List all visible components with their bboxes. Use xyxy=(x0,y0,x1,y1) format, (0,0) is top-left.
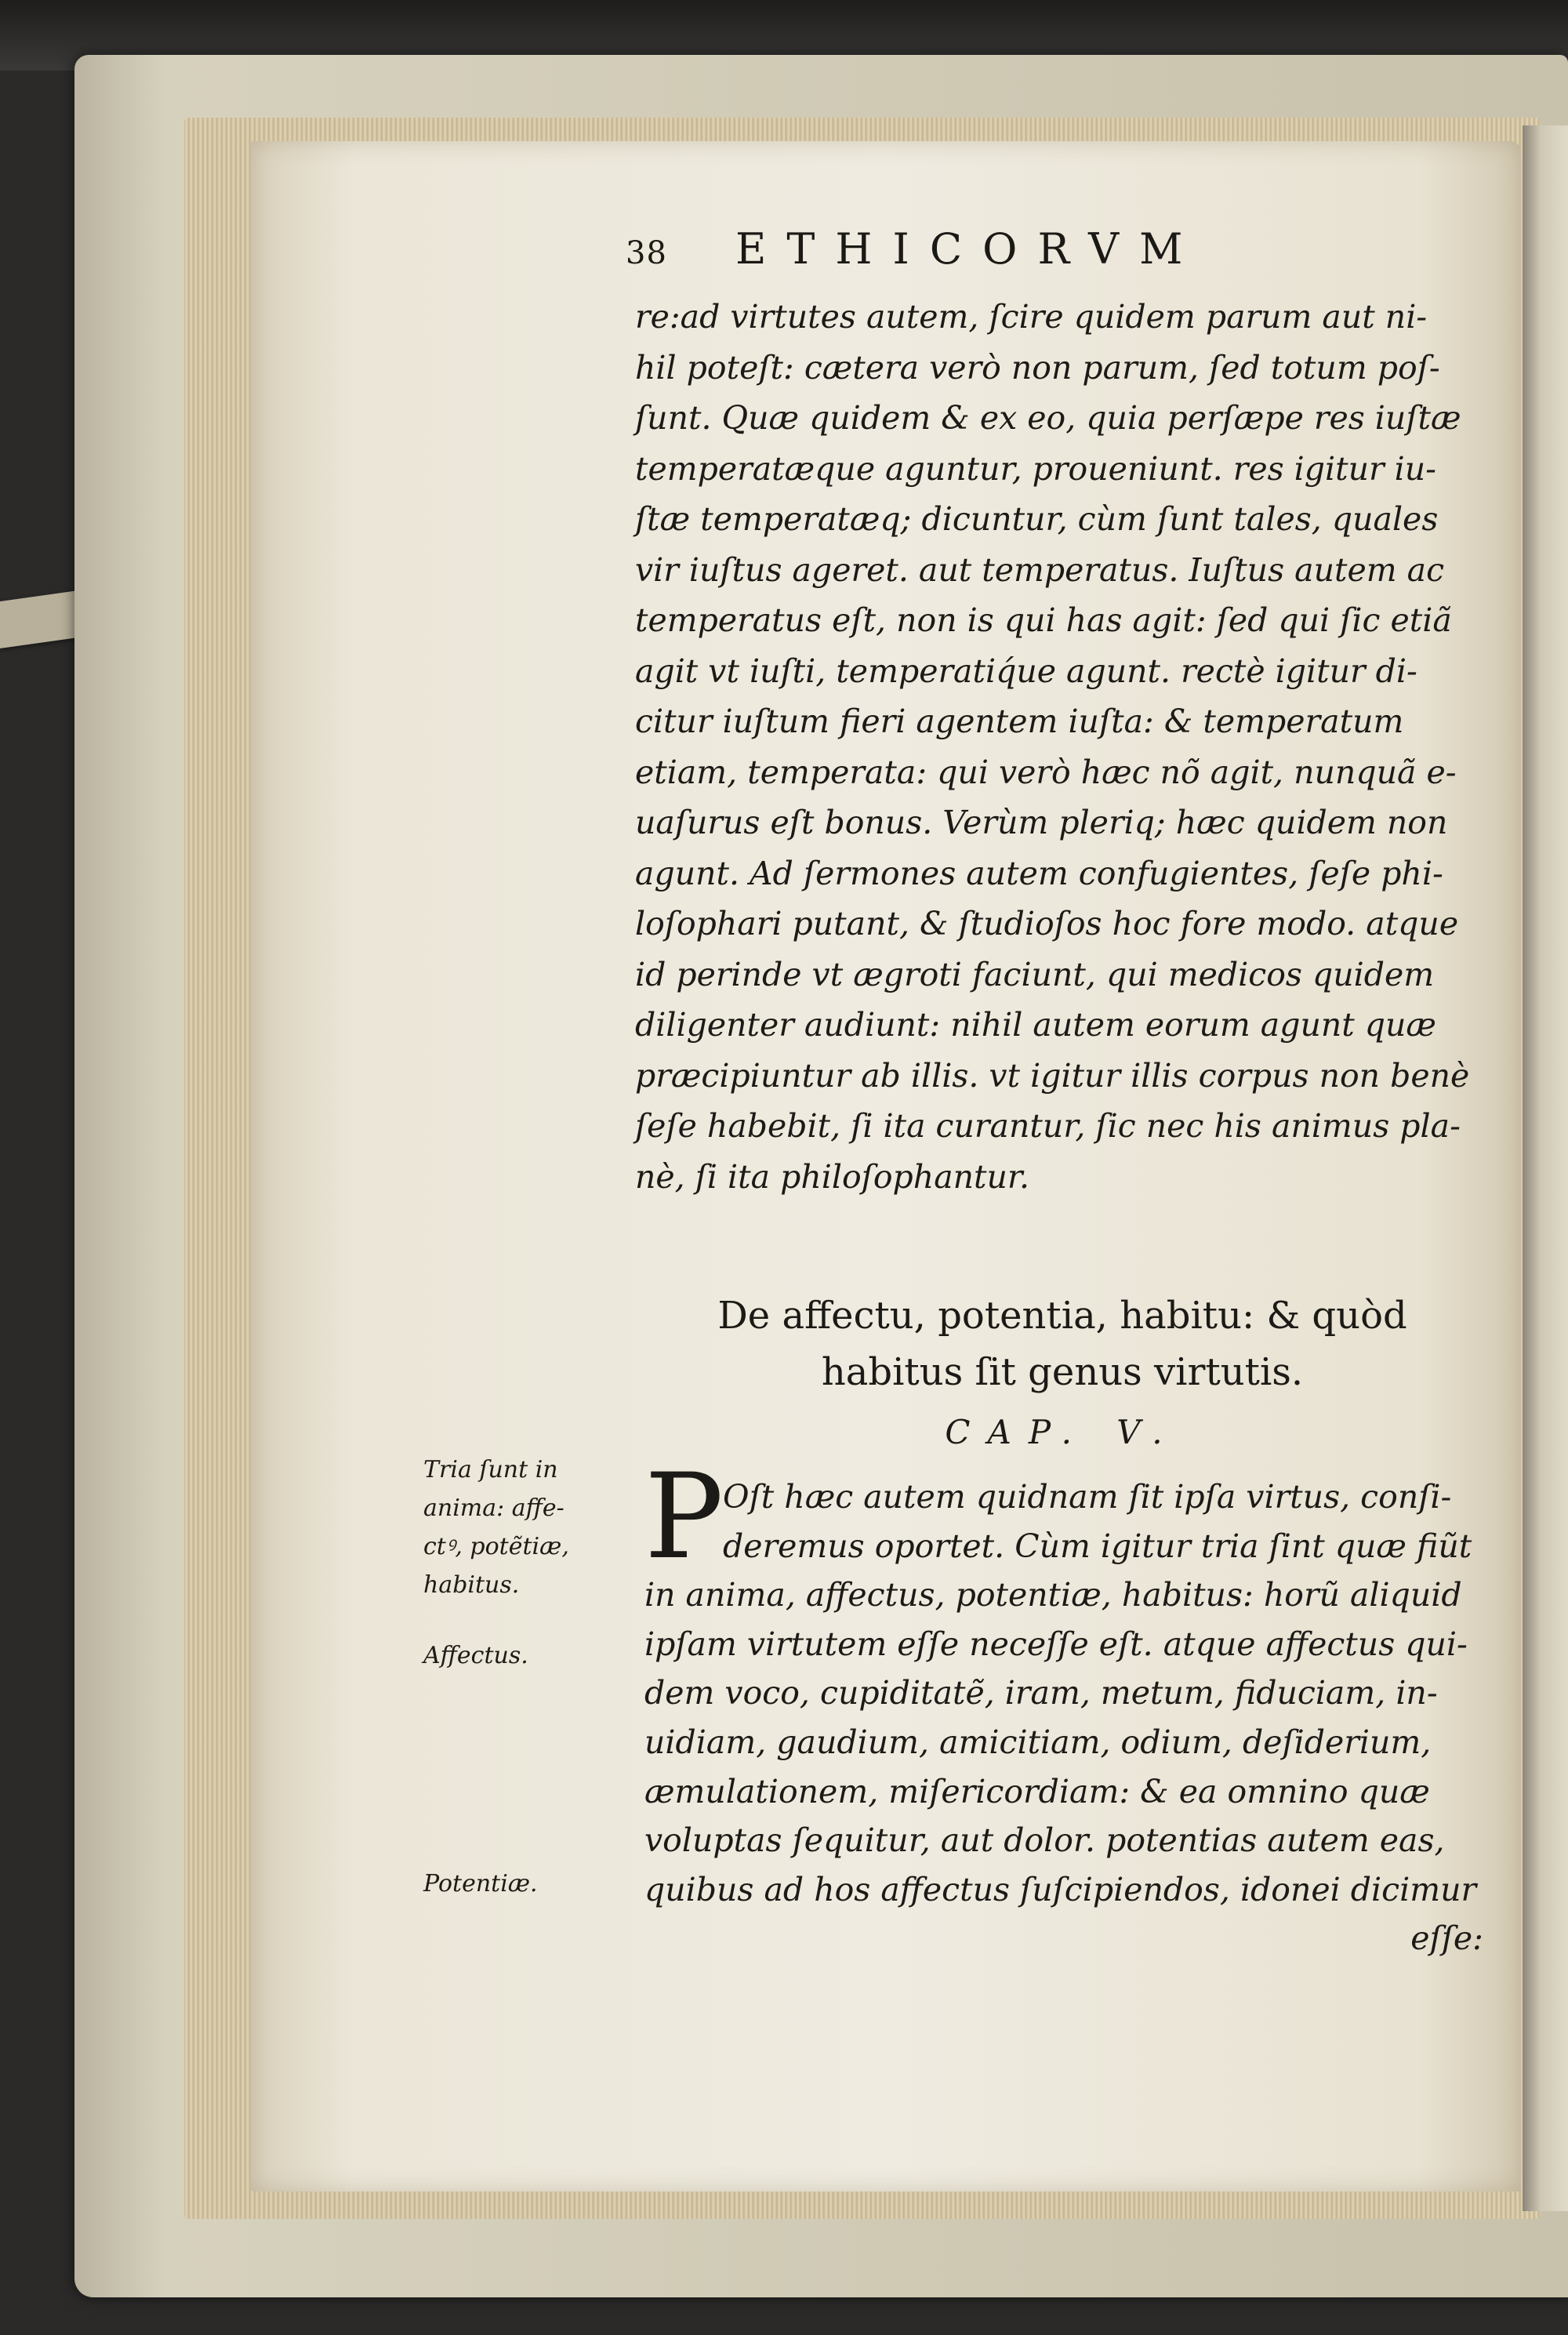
text-line: id perinde vt ægroti faciunt, qui medicos quidem xyxy=(635,955,1435,993)
marginal-note-line: habitus. xyxy=(423,1571,520,1599)
text-line: loſophari putant, & ſtudioſos hoc fore modo. atque xyxy=(635,905,1459,942)
text-line: uidiam, gaudium, amicitiam, odium, deſiderium, xyxy=(644,1723,1432,1761)
text-line: quibus ad hos affectus ſuſcipiendos, idonei dicimur xyxy=(644,1870,1477,1908)
marginal-note-line: Tria ſunt in xyxy=(423,1456,558,1483)
text-line: ſunt. Quæ quidem & ex eo, quia perſæpe res iuſtæ xyxy=(635,399,1461,437)
text-line: ſtæ temperatæq; dicuntur, cùm ſunt tales, quales xyxy=(635,500,1439,538)
section-heading xyxy=(635,1287,1490,1400)
chapter-label: CAP. V. xyxy=(945,1413,1180,1451)
text-line: hil poteſt: cætera verò non parum, ſed totum poſ- xyxy=(635,348,1440,387)
text-line: temperatus eſt, non is qui has agit: ſed qui ſic etiã xyxy=(635,601,1452,639)
marginal-note-affectus xyxy=(423,1636,635,1675)
body-text xyxy=(635,292,1490,1202)
text-line: præcipiuntur ab illis. vt igitur illis corpus non benè xyxy=(635,1056,1470,1095)
marginal-note-line: ctꝰ, potẽtiæ, xyxy=(423,1533,569,1560)
facing-page-edge xyxy=(1523,125,1568,2211)
text-line: etiam, temperata: qui verò hæc nõ agit, nunquã e- xyxy=(635,753,1457,791)
text-line: diligenter audiunt: nihil autem eorum agunt quæ xyxy=(635,1006,1436,1044)
text-line: dem voco, cupiditatẽ, iram, metum, fiduciam, in- xyxy=(644,1674,1438,1712)
text-line: temperatæque aguntur, proueniunt. res igitur iu- xyxy=(635,449,1437,488)
marginal-note-line: Affectus. xyxy=(423,1642,528,1669)
catchword: eſſe: xyxy=(1410,1919,1483,1958)
page-header xyxy=(626,224,1488,279)
running-head: ETHICORVM xyxy=(735,224,1203,274)
text-line: voluptas ſequitur, aut dolor. potentias autem eas, xyxy=(644,1821,1445,1860)
text-line: agunt. Ad ſermones autem confugientes, ſeſe phi- xyxy=(635,854,1443,892)
text-line: deremus oportet. Cùm igitur tria ſint quæ fiũt xyxy=(723,1527,1472,1565)
text-line: æmulationem, miſericordiam: & ea omnino quæ xyxy=(644,1772,1430,1810)
chapter-text xyxy=(644,1473,1499,1963)
text-line: agit vt iuſti, temperatiq́ue agunt. rectè igitur di- xyxy=(635,652,1417,690)
text-line: nè, ſi ita philoſophantur. xyxy=(635,1157,1030,1196)
page-number: 38 xyxy=(626,235,667,271)
text-line: ſeſe habebit, ſi ita curantur, ſic nec his animus pla- xyxy=(635,1107,1461,1145)
text-line: in anima, affectus, potentiæ, habitus: horũ aliquid xyxy=(644,1576,1462,1614)
marginal-note-line: Potentiæ. xyxy=(423,1870,538,1897)
marginal-note-line: anima: affe- xyxy=(423,1494,564,1522)
text-line: Oſt hæc autem quidnam ſit ipſa virtus, conſi- xyxy=(723,1478,1452,1516)
binding-strap xyxy=(0,590,78,648)
text-line: ipſam virtutem eſſe neceſſe eſt. atque affectus qui- xyxy=(644,1625,1468,1663)
drop-cap-initial: P xyxy=(644,1449,724,1585)
text-line: re:ad virtutes autem, ſcire quidem parum aut ni- xyxy=(635,298,1428,336)
text-line: vir iuſtus ageret. aut temperatus. Iuſtus autem ac xyxy=(635,550,1445,589)
section-heading-line: De affectu, potentia, habitu: & quòd xyxy=(717,1294,1407,1338)
marginal-note-potentiae xyxy=(423,1865,635,1903)
text-line: citur iuſtum fieri agentem iuſta: & temperatum xyxy=(635,703,1404,740)
text-line: uaſurus eſt bonus. Verùm pleriq; hæc quidem non xyxy=(635,804,1448,841)
marginal-note xyxy=(423,1451,635,1604)
section-heading-line: habitus ſit genus virtutis. xyxy=(821,1350,1304,1394)
